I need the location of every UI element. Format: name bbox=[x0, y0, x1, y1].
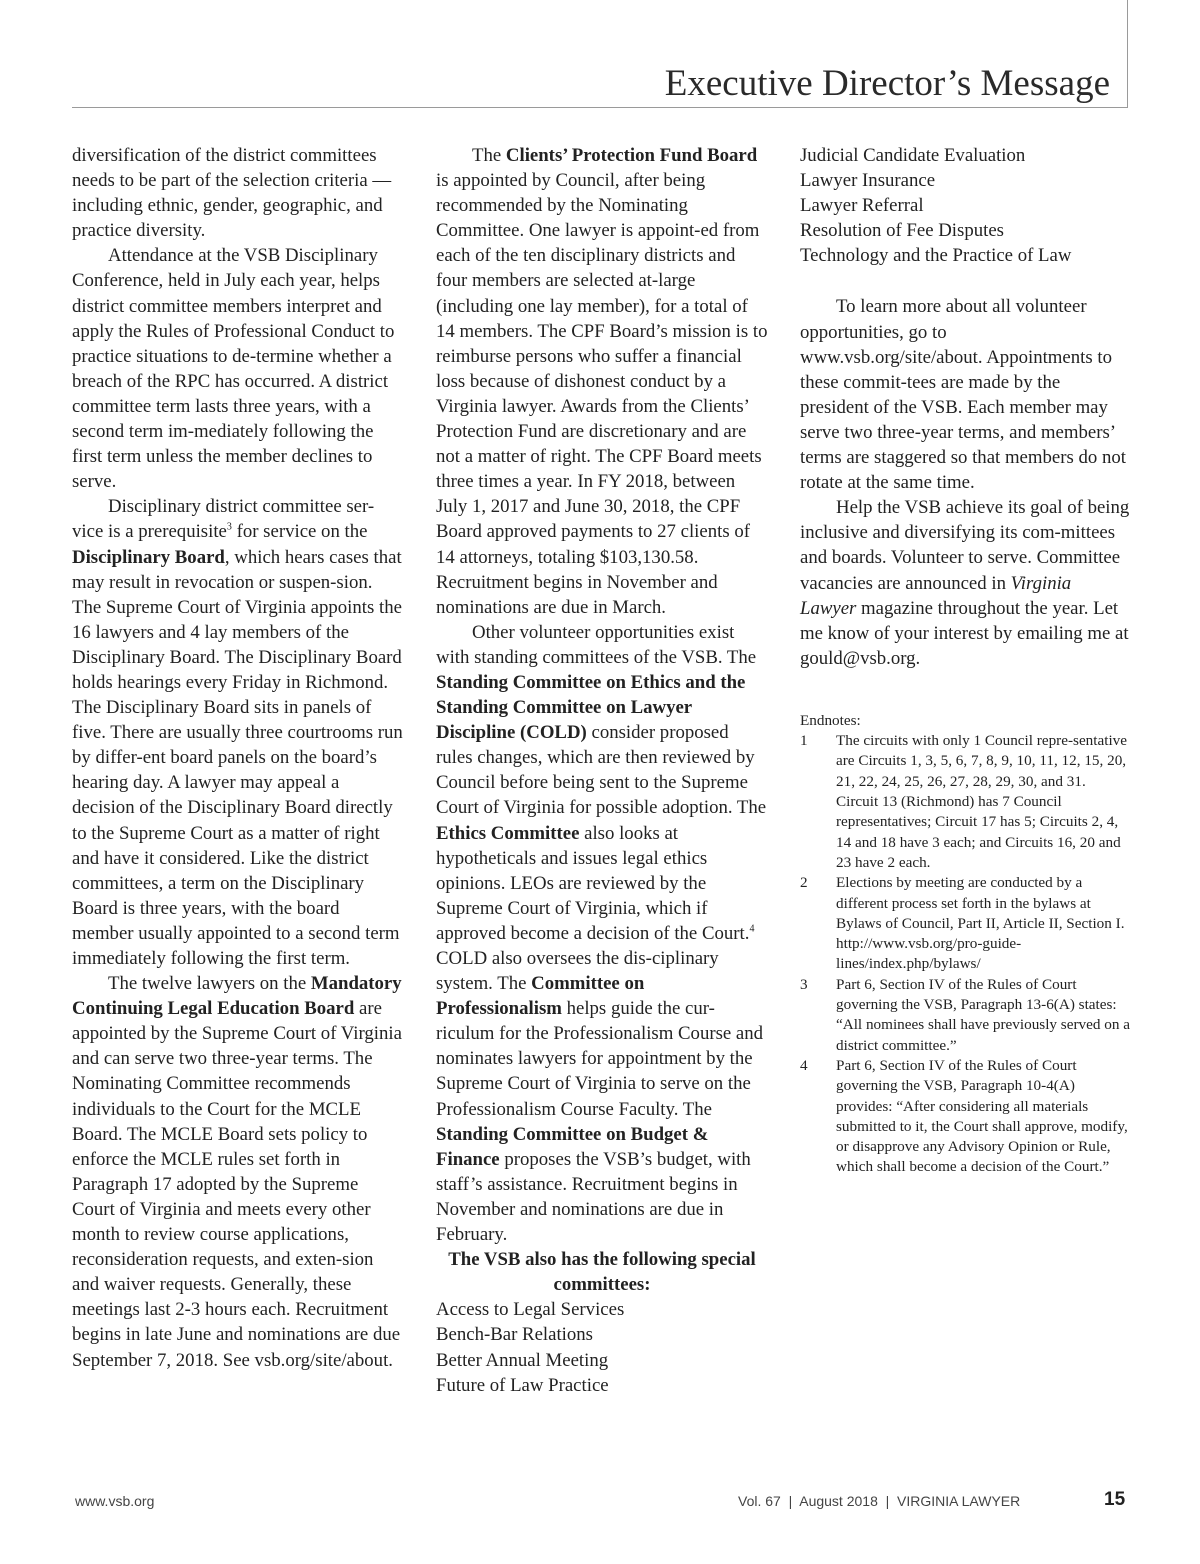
text-run: Other volunteer opportunities exist with standing committees of the VSB. The bbox=[436, 621, 757, 668]
paragraph bbox=[72, 971, 404, 1373]
text-run: for service on the bbox=[231, 521, 368, 543]
text-run: magazine throughout the year. Let me know of your interest by emailing me at gould@vsb.org. bbox=[800, 597, 1129, 669]
text-run: also looks at hypotheticals and issues legal ethics opinions. LEOs are reviewed by the Supreme Court of Virginia, which if approved become a decision of the Court. bbox=[436, 822, 750, 944]
bold-term: Clients’ Protection Fund Board bbox=[505, 145, 758, 166]
endnote-text: The circuits with only 1 Council repre-sentative are Circuits 1, 3, 5, 6, 7, 8, 9, 10, 11, 12, 15, 20, 21, 22, 24, 25, 26, 27, 28, 29, 30, and 31. Circuit 13 (Richmond) has 7 Council representatives; Circuit 17 has 5; Circuits 2, 4, 14 and 18 have 3 each; and Circuits 16, 20 and 23 have 2 each. bbox=[836, 732, 1128, 871]
footer-website: www.vsb.org bbox=[75, 1493, 155, 1509]
bold-term: Mandatory Continuing Legal Education Board bbox=[72, 973, 402, 1020]
spacer bbox=[800, 268, 1130, 294]
footnote-ref: 3 bbox=[226, 522, 232, 534]
committee-list bbox=[436, 1297, 768, 1397]
list-item: Lawyer Insurance bbox=[800, 170, 936, 192]
endnote bbox=[800, 873, 1130, 974]
header-horizontal-rule bbox=[72, 107, 1128, 108]
endnote bbox=[800, 1056, 1130, 1178]
italic-title: Virginia Lawyer bbox=[800, 572, 1072, 619]
paragraph bbox=[72, 494, 404, 971]
header-vertical-rule bbox=[1127, 0, 1128, 108]
list-item: Access to Legal Services bbox=[436, 1299, 625, 1321]
endnotes bbox=[800, 711, 1130, 1178]
bold-term: Disciplinary Board bbox=[72, 546, 225, 568]
bold-term: Standing Committee on Ethics and the Standing Committee on Lawyer Discipline (COLD) bbox=[436, 671, 746, 744]
text-run: is appointed by Council, after being recommended by the Nominating Committee. One lawyer is appoint-ed from each of the ten disciplinary districts and four members are selected at-large (including one lay member), for a total of 14 members. The CPF Board’s mission is to reimburse persons who suffer a financial loss because of dishonest conduct by a Virginia lawyer. Awards from the Clients’ Protection Fund are discretionary and are not a matter of right. The CPF Board meets three times a year. In FY 2018, between July 1, 2017 and June 30, 2018, the CPF Board approved payments to 27 clients of 14 attorneys, totaling $103,130.58. Recruitment begins in November and nominations are due in March. bbox=[436, 170, 768, 618]
endnotes-heading: Endnotes: bbox=[800, 711, 861, 729]
list-item: Lawyer Referral bbox=[800, 195, 924, 217]
endnote-number: 3 bbox=[800, 975, 808, 993]
list-item: Better Annual Meeting bbox=[436, 1349, 609, 1371]
paragraph: To learn more about all volunteer opportunities, go to www.vsb.org/site/about. Appointments to these commit-tees are made by the president of the VSB. Each member may serve two three-year terms, and members’ terms are staggered so that members do not rotate at the same time. bbox=[800, 296, 1126, 494]
paragraph: diversification of the district committees needs to be part of the selection criteria — including ethnic, gender, geographic, and practice diversity. bbox=[72, 145, 392, 242]
text-run: COLD also oversees the dis-ciplinary system. The bbox=[436, 948, 719, 995]
footnote-ref: 4 bbox=[749, 923, 755, 935]
bold-heading: The VSB also has the following special committees: bbox=[448, 1249, 756, 1296]
column-2 bbox=[436, 143, 768, 1398]
list-item: Judicial Candidate Evaluation bbox=[800, 145, 1026, 166]
footer-issue-info: Vol. 67 | August 2018 | VIRGINIA LAWYER bbox=[738, 1493, 1021, 1509]
endnote-text: Part 6, Section IV of the Rules of Court governing the VSB, Paragraph 10-4(A) provides: “After considering all materials submitted to it, the Court shall approve, modify, or disapprove any Advisory Opinion or Rule, which shall become a decision of the Court.” bbox=[836, 1056, 1128, 1176]
text-run: proposes the VSB’s budget, with staff’s assistance. Recruitment begins in November and nominations are due in February. bbox=[436, 1148, 751, 1246]
endnote bbox=[800, 731, 1130, 873]
bold-term: Standing Committee on Budget & Finance bbox=[436, 1123, 709, 1170]
paragraph bbox=[800, 495, 1130, 671]
endnote-number: 2 bbox=[800, 874, 808, 892]
endnote-text: Part 6, Section IV of the Rules of Court governing the VSB, Paragraph 13-6(A) states: “All nominees shall have previously served on a district committee.” bbox=[836, 975, 1130, 1054]
text-run: , which hears cases that may result in revocation or suspen-sion. The Supreme Court of Virginia appoints the 16 lawyers and 4 lay members of the Disciplinary Board. The Disciplinary Board holds hearings every Friday in Richmond. The Disciplinary Board sits in panels of five. There are usually three courtrooms run by differ-ent board panels on the board’s hearing day. A lawyer may appeal a decision of the Disciplinary Board directly to the Supreme Court as a matter of right and have it considered. Like the district committees, a term on the Disciplinary Board is three years, with the board member usually appointed to a second term immediately following the first term. bbox=[72, 546, 403, 969]
column-3 bbox=[800, 143, 1130, 1178]
list-item: Resolution of Fee Disputes bbox=[800, 220, 1004, 242]
text-run: helps guide the cur-riculum for the Professionalism Course and nominates lawyers for appointment by the Supreme Court of Virginia to serve on the Professionalism Course Faculty. The bbox=[436, 998, 764, 1120]
endnote-number: 1 bbox=[800, 732, 808, 750]
list-item: Technology and the Practice of Law bbox=[800, 245, 1072, 267]
bold-term: Ethics Committee bbox=[436, 822, 580, 844]
text-run: are appointed by the Supreme Court of Virginia and can serve two three-year terms. The Nominating Committee recommends individuals to the Court for the MCLE Board. The MCLE Board sets policy to enforce the MCLE rules set forth in Paragraph 17 adopted by the Supreme Court of Virginia and meets every other month to review course applications, reconsideration requests, and exten-sion and waiver requests. Generally, these meetings last 2-3 hours each. Recruitment begins in late June and nominations are due September 7, 2018. See vsb.org/site/about. bbox=[72, 998, 402, 1371]
bold-term: Committee on Professionalism bbox=[436, 973, 645, 1020]
text-run: Disciplinary district committee ser-vice is a prerequisite bbox=[72, 496, 375, 543]
paragraph bbox=[436, 620, 768, 1247]
text-run: consider proposed rules changes, which are then reviewed by Council before being sent to the Supreme Court of Virginia for possible adoption. The bbox=[436, 722, 767, 819]
section-title: Executive Director’s Message bbox=[664, 63, 1110, 104]
text-run: Help the VSB achieve its goal of being inclusive and diversifying its com-mittees and boards. Volunteer to serve. Committee vacancies are announced in bbox=[800, 497, 1130, 594]
endnote-number: 4 bbox=[800, 1056, 808, 1074]
column-1 bbox=[72, 143, 404, 1373]
endnote bbox=[800, 975, 1130, 1056]
list-item: Bench-Bar Relations bbox=[436, 1324, 593, 1346]
committee-list-continued bbox=[800, 143, 1130, 268]
text-run: The twelve lawyers on the bbox=[108, 973, 311, 995]
list-item: Future of Law Practice bbox=[436, 1374, 609, 1396]
text-run: The bbox=[472, 145, 506, 166]
page-number: 15 bbox=[1104, 1489, 1126, 1510]
special-committees-heading bbox=[436, 1247, 768, 1297]
paragraph bbox=[436, 143, 768, 620]
endnote-text: Elections by meeting are conducted by a different process set forth in the bylaws at Bylaws of Council, Part II, Article II, Section I. http://www.vsb.org/pro-guide-lines/index.php/bylaws/ bbox=[836, 874, 1125, 973]
paragraph: Attendance at the VSB Disciplinary Conference, held in July each year, helps district committee members interpret and apply the Rules of Professional Conduct to practice situations to de-termine whether a breach of the RPC has occurred. A district committee term lasts three years, with a second term im-mediately following the first term unless the member declines to serve. bbox=[72, 245, 395, 493]
